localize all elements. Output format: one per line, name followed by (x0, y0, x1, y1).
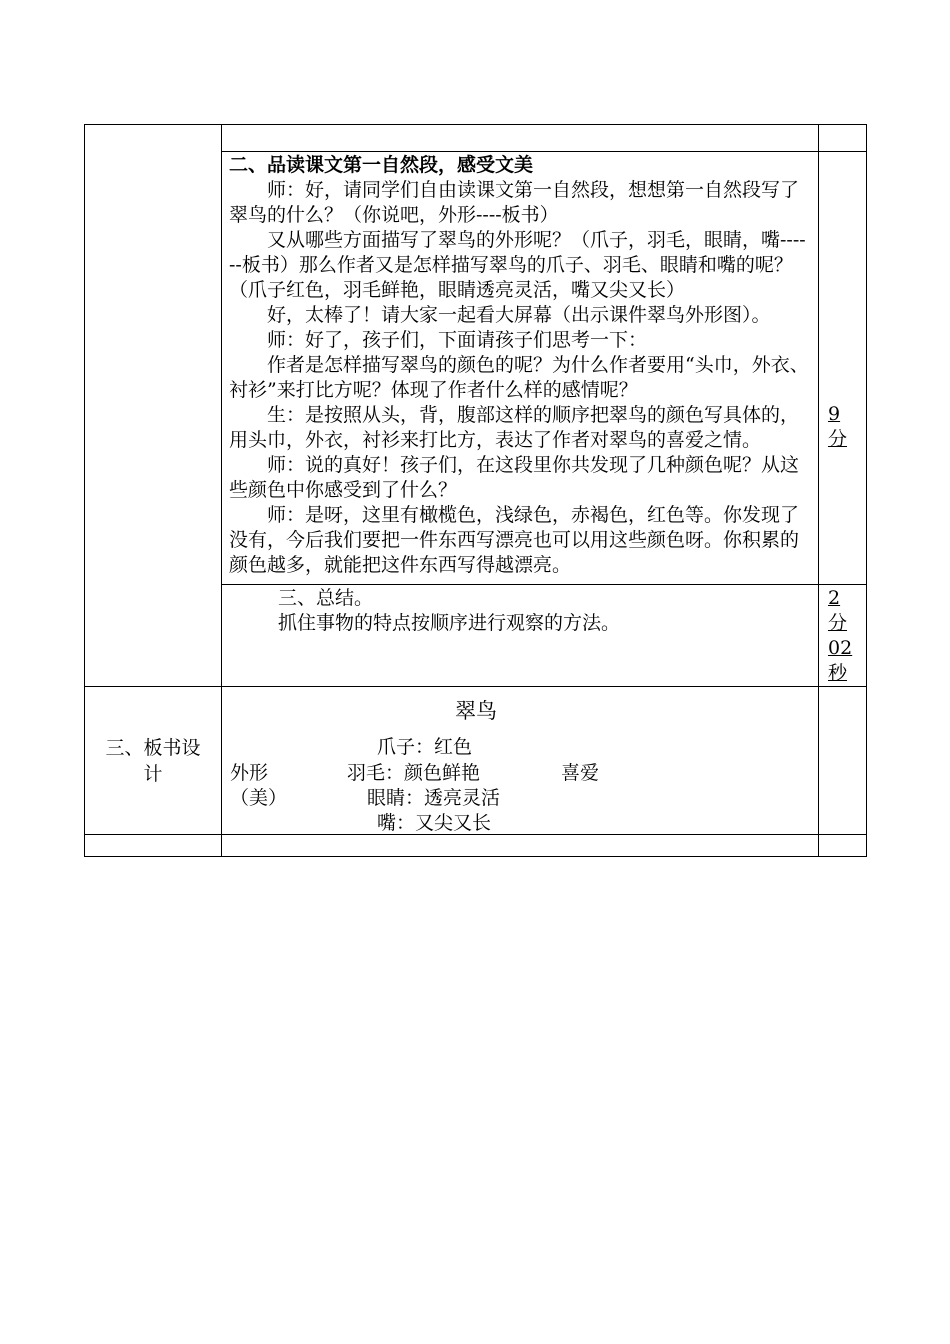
empty-cell (222, 835, 819, 857)
board-design-label: 计 (143, 762, 163, 785)
time-unit: 分 (828, 428, 848, 450)
section3-time-cell (819, 585, 867, 687)
board-time-cell (819, 687, 867, 835)
section2-content-cell (222, 152, 819, 585)
section2-heading: 二、品读课文第一自然段，感受文美 (229, 154, 534, 176)
empty-label-cell (85, 125, 222, 687)
empty-cell (819, 835, 867, 857)
board-design-label: 三、板书设 (105, 736, 201, 759)
time-value: 9 (828, 403, 841, 425)
board-item: 羽毛：颜色鲜艳 (347, 762, 481, 784)
time-value: 02 (828, 637, 853, 659)
board-design-label-cell (85, 687, 222, 835)
lesson-plan-table (84, 124, 867, 857)
table-row (85, 125, 867, 152)
time-value: 2 (828, 587, 841, 609)
paragraph: 生：是按照从头，背，腹部这样的顺序把翠鸟的颜色写具体的，用头巾，外衣，衬衫来打比方，表达了作者对翠鸟的喜爱之情。 (229, 404, 800, 451)
section3-content-cell (222, 585, 819, 687)
board-left-label: （美） (230, 787, 288, 809)
paragraph: 好，太棒了！请大家一起看大屏幕（出示课件翠鸟外形图）。 (267, 304, 771, 326)
section3-title: 三、总结。 (278, 587, 374, 609)
board-title: 翠鸟 (455, 699, 497, 723)
paragraph: 又从哪些方面描写了翠鸟的外形呢？（爪子，羽毛，眼睛，嘴------板书）那么作者又是怎样描写翠鸟的爪子、羽毛、眼睛和嘴的呢？ (229, 229, 806, 276)
paragraph: 师：是呀，这里有橄榄色，浅绿色，赤褐色，红色等。你发现了没有，今后我们要把一件东西写漂亮也可以用这些颜色呀。你积累的颜色越多，就能把这件东西写得越漂亮。 (229, 504, 800, 576)
board-left-label: 外形 (230, 762, 269, 784)
table-row (85, 687, 867, 835)
time-unit: 分 (828, 612, 848, 634)
paragraph: 师：说的真好！孩子们，在这段里你共发现了几种颜色呢？从这些颜色中你感受到了什么？ (229, 454, 800, 501)
empty-cell (222, 125, 819, 152)
time-unit: 秒 (828, 662, 848, 684)
empty-cell (85, 835, 222, 857)
section2-time-cell (819, 152, 867, 585)
board-item: 眼睛：透亮灵活 (367, 787, 501, 809)
paragraph: 师：好了，孩子们，下面请孩子们思考一下： (267, 329, 648, 351)
paragraph: 师：好，请同学们自由读课文第一自然段，想想第一自然段写了翠鸟的什么？（你说吧，外形----板书） (229, 179, 800, 226)
board-design-cell (222, 687, 819, 835)
paragraph: 作者是怎样描写翠鸟的颜色的呢？为什么作者要用“头巾，外衣、衬衫”来打比方呢？体现了作者什么样的感情呢？ (229, 354, 809, 401)
table-row (85, 835, 867, 857)
board-emotion: 喜爱 (561, 762, 600, 784)
section3-text: 抓住事物的特点按顺序进行观察的方法。 (278, 612, 621, 634)
empty-cell (819, 125, 867, 152)
paragraph: （爪子红色，羽毛鲜艳，眼睛透亮灵活，嘴又尖又长） (229, 279, 686, 301)
board-item: 爪子：红色 (377, 736, 473, 758)
board-item: 嘴：又尖又长 (377, 812, 492, 834)
